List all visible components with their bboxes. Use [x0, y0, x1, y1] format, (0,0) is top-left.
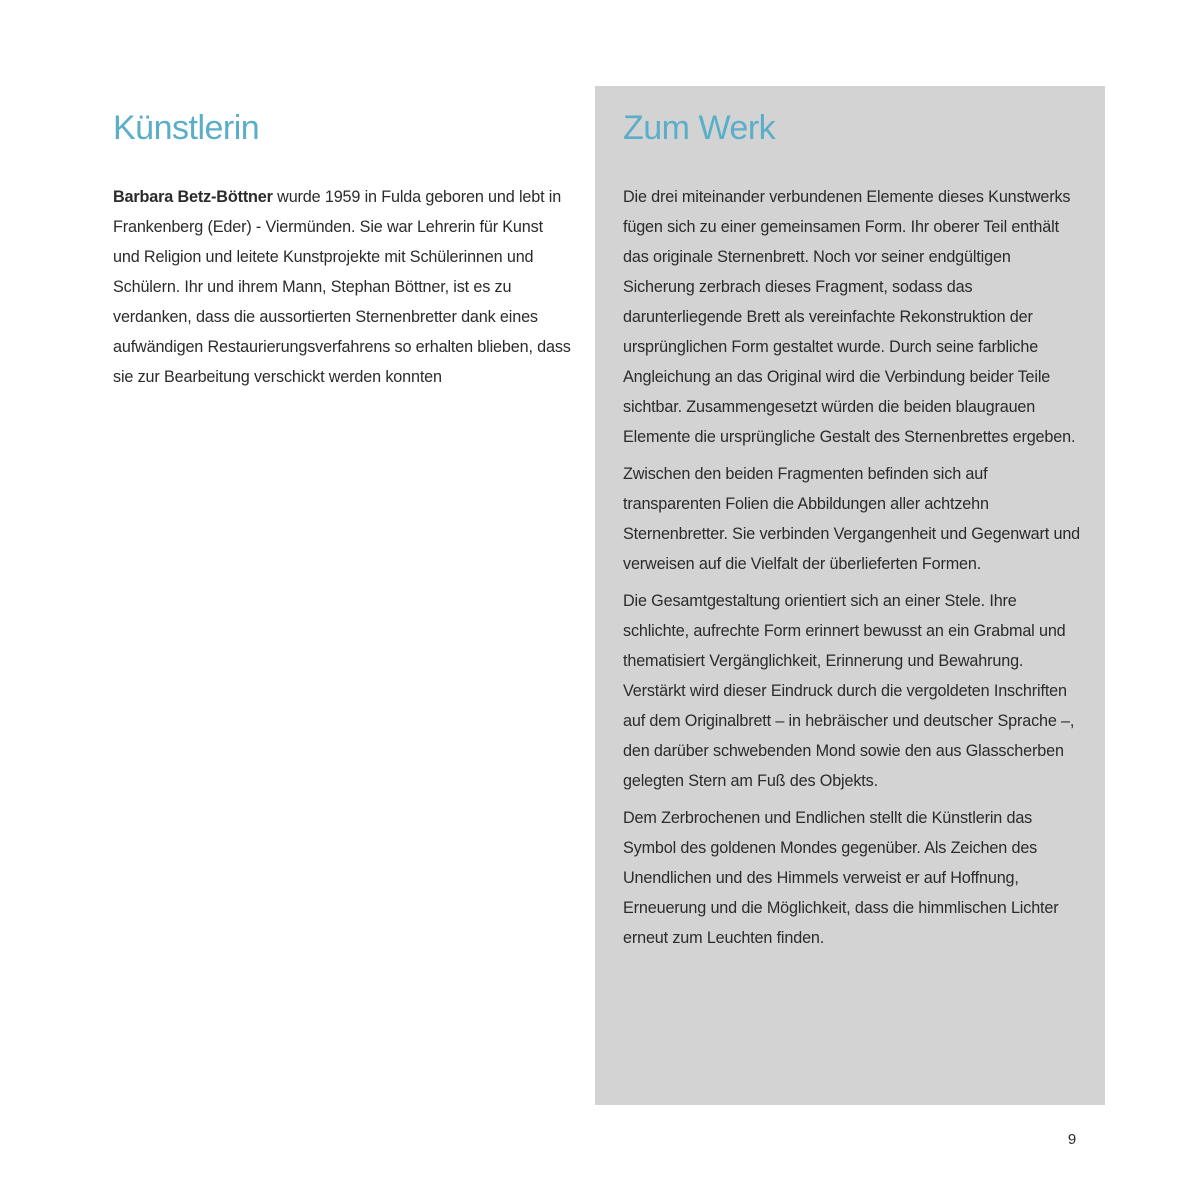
work-paragraph-4: Dem Zerbrochenen und Endlichen stellt die Künstlerin das Symbol des goldenen Mondes gegenüber. Als Zeichen des Unendlichen und des Himmels verweist er auf Hoffnung, Erneuerung und die Möglichkeit, dass die himmlischen Lichter erneut zum Leuchten finden.	[623, 809, 1059, 947]
work-text	[623, 182, 1085, 953]
work-panel	[595, 86, 1105, 1105]
work-heading: Zum Werk	[623, 109, 776, 147]
artist-name: Barbara Betz-Böttner	[113, 188, 273, 206]
artist-bio-text: wurde 1959 in Fulda geboren und lebt in Frankenberg (Eder) - Viermünden. Sie war Lehrerin für Kunst und Religion und leitete Kunstprojekte mit Schülerinnen und Schülern. Ihr und ihrem Mann, Stephan Böttner, ist es zu verdanken, dass die aussortierten Sternenbretter dank eines aufwändigen Restaurierungsverfahrens so erhalten blieben, dass sie zur Bearbeitung verschickt werden konnten	[113, 188, 571, 386]
work-section	[623, 86, 1085, 953]
artist-bio	[113, 182, 573, 392]
artist-heading: Künstlerin	[113, 109, 260, 147]
work-paragraph-1: Die drei miteinander verbundenen Elemente dieses Kunstwerks fügen sich zu einer gemeinsamen Form. Ihr oberer Teil enthält das originale Sternenbrett. Noch vor seiner endgültigen Sicherung zerbrach dieses Fragment, sodass das darunterliegende Brett als vereinfachte Rekonstruktion der ursprünglichen Form gestaltet wurde. Durch seine farbliche Angleichung an das Original wird die Verbindung beider Teile sichtbar. Zusammengesetzt würden die beiden blaugrauen Elemente die ursprüngliche Gestalt des Sternenbrettes ergeben.	[623, 188, 1076, 446]
work-paragraph-3: Die Gesamtgestaltung orientiert sich an einer Stele. Ihre schlichte, aufrechte Form erinnert bewusst an ein Grabmal und thematisiert Vergänglichkeit, Erinnerung und Bewahrung. Verstärkt wird dieser Eindruck durch die vergoldeten Inschriften auf dem Originalbrett – in hebräischer und deutscher Sprache –, den darüber schwebenden Mond sowie den aus Glasscherben gelegten Stern am Fuß des Objekts.	[623, 592, 1075, 790]
work-paragraph-2: Zwischen den beiden Fragmenten befinden sich auf transparenten Folien die Abbildungen aller achtzehn Sternenbretter. Sie verbinden Vergangenheit und Gegenwart und verweisen auf die Vielfalt der überlieferten Formen.	[623, 465, 1081, 573]
artist-section	[113, 86, 573, 392]
page-number: 9	[1067, 1131, 1077, 1148]
artist-bio-wrapper	[113, 182, 573, 392]
